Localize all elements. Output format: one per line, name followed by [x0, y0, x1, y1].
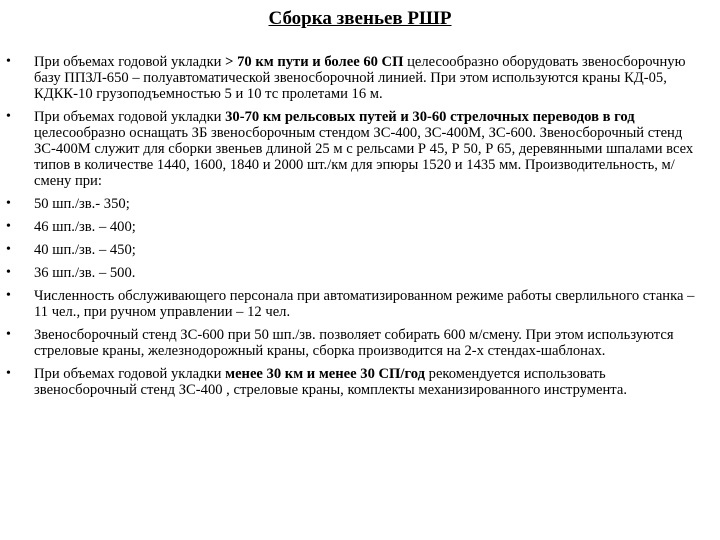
bullet-icon: •	[6, 327, 11, 342]
bullet-list	[0, 54, 720, 405]
bullet-icon: •	[6, 265, 11, 280]
text: Звеносборочный стенд ЗС-600 при 50 шп./зв. позволяет собирать 600 м/смену. При этом используются стреловые краны, железнодорожный краны, сборка производится на 2-х стендах-шаблонах.	[34, 327, 674, 359]
list-item	[0, 54, 720, 102]
bold-text: 30-70 км рельсовых путей и 30-60 стрелочных переводов в год	[225, 109, 635, 125]
page-title: Сборка звеньев РШР	[268, 8, 452, 29]
bold-text: > 70 км пути и более 60 СП	[225, 54, 404, 70]
bullet-icon: •	[6, 196, 11, 211]
text: При объемах годовой укладки	[34, 366, 226, 382]
bullet-icon: •	[6, 288, 11, 303]
text: 46 шп./зв. – 400;	[34, 219, 136, 235]
text: целесообразно оснащать ЗБ звеносборочным стендом ЗС-400, ЗС-400М, ЗС-600. Звеносборочный стенд ЗС-400М служит для сборки звеньев длиной 25 м с рельсами Р 45, Р 50, Р 65, деревянными шпалами всех типов в количестве 1440, 1600, 1840 и 2000 шт./км для эпюры 1520 и 1435 мм. Производительность, м/смену при:	[34, 125, 694, 189]
text: При объемах годовой укладки	[34, 109, 226, 125]
list-item	[0, 242, 720, 258]
bullet-icon: •	[6, 219, 11, 234]
list-item	[0, 366, 720, 398]
list-item	[0, 265, 720, 281]
bullet-icon: •	[6, 242, 11, 257]
bullet-icon: •	[6, 366, 11, 381]
text: 50 шп./зв.- 350;	[34, 196, 130, 212]
bullet-icon: •	[6, 109, 11, 124]
text: 36 шп./зв. – 500.	[34, 265, 136, 281]
list-item	[0, 109, 720, 189]
text: рекомендуется использовать звеносборочный стенд ЗС-400 , стреловые краны, комплекты механизированного инструмента.	[34, 366, 627, 398]
bold-text: менее 30 км и менее 30 СП/год	[225, 366, 425, 382]
text: Численность обслуживающего персонала при автоматизированном режиме работы сверлильного станка – 11 чел., при ручном управлении – 12 чел.	[34, 288, 695, 320]
bullet-icon: •	[6, 54, 11, 69]
list-item	[0, 288, 720, 320]
list-item	[0, 219, 720, 235]
text: 40 шп./зв. – 450;	[34, 242, 136, 258]
text: целесообразно оборудовать звеносборочную базу ППЗЛ-650 – полуавтоматической звеносборочной линией. При этом используются краны КД-05, КДКК-10 грузоподъемностью 5 и 10 тс пролетами 16 м.	[34, 54, 686, 102]
text: При объемах годовой укладки	[34, 54, 226, 70]
list-item	[0, 327, 720, 359]
list-item	[0, 196, 720, 212]
